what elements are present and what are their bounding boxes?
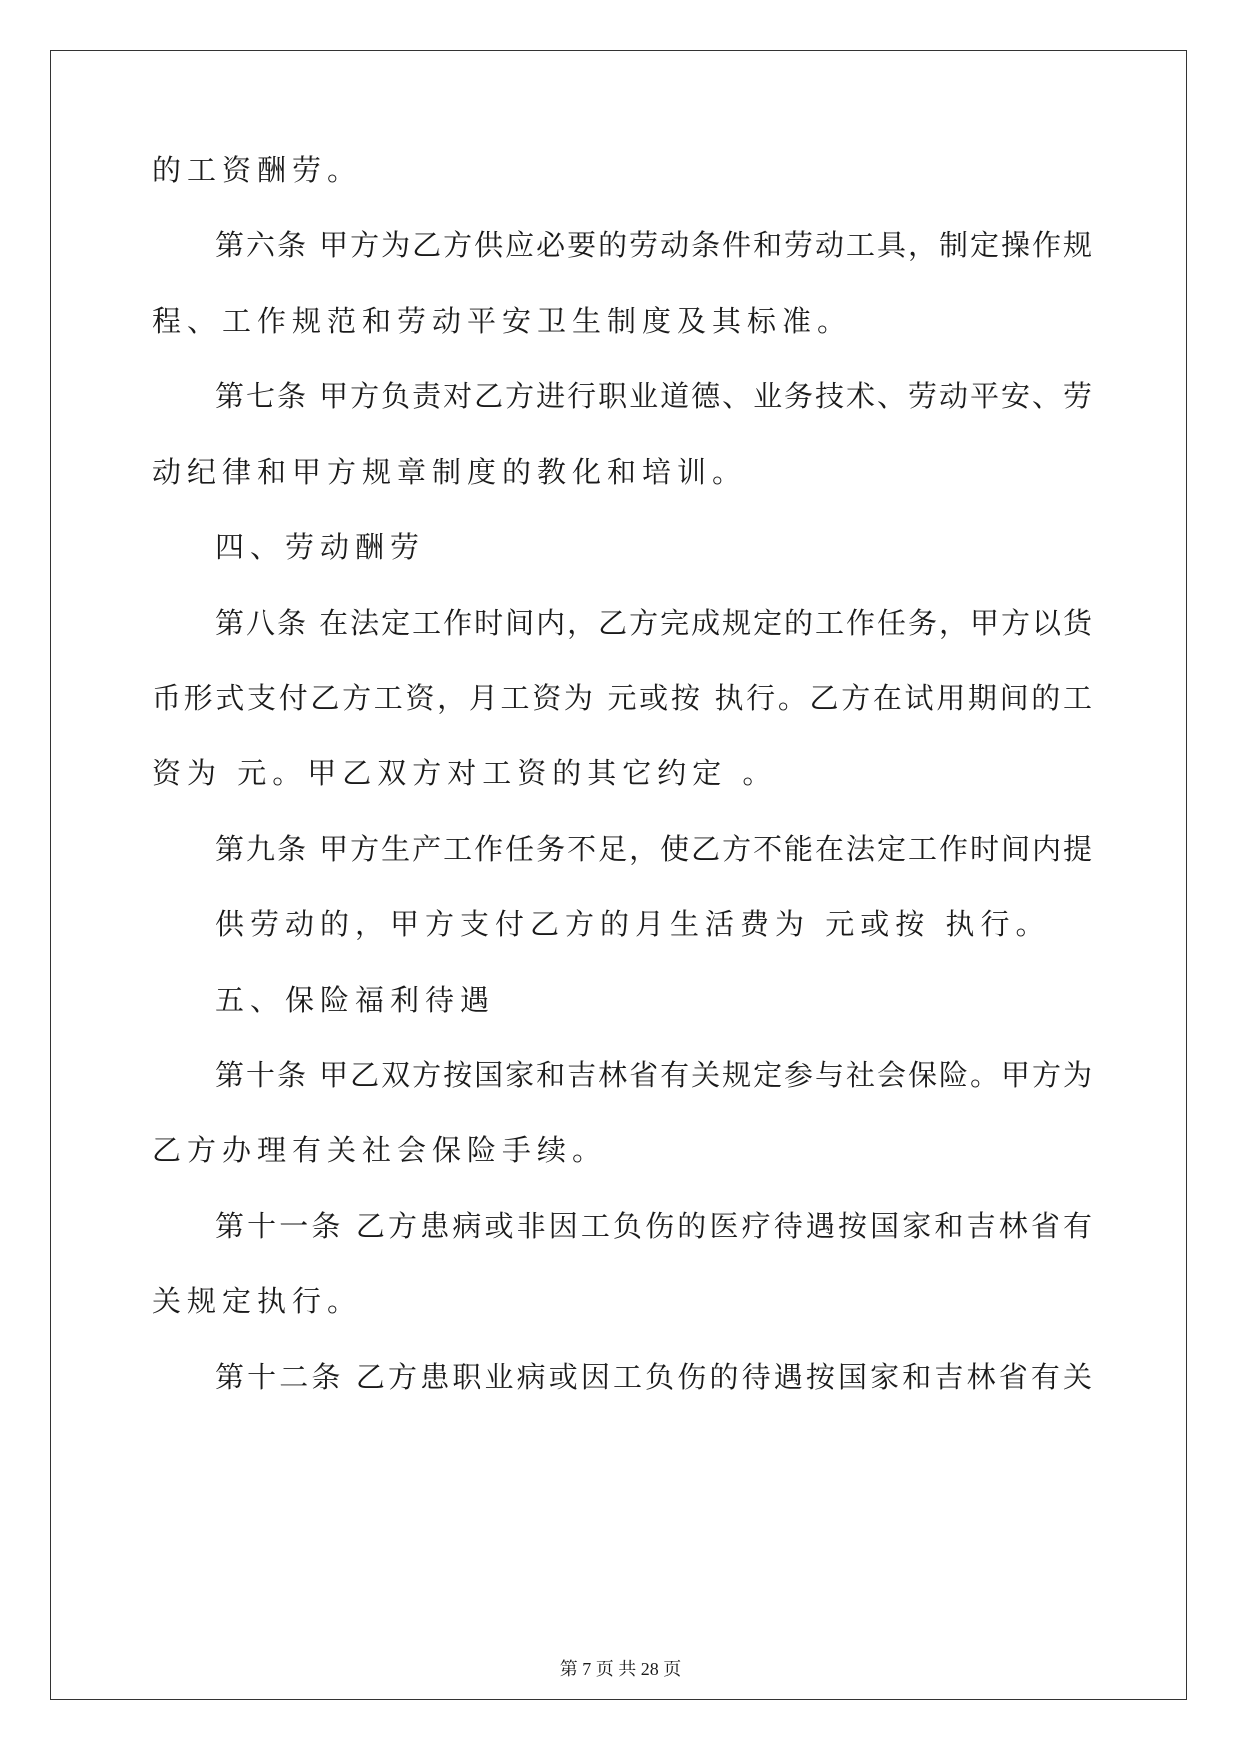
text-line: 第九条 甲方生产工作任务不足，使乙方不能在法定工作时间内提	[215, 832, 1092, 866]
text-line: 供劳动的，甲方支付乙方的月生活费为 元或按 执行。	[215, 907, 1051, 941]
text-line: 乙方办理有关社会保险手续。	[152, 1133, 608, 1167]
text-line: 第七条 甲方负责对乙方进行职业道德、业务技术、劳动平安、劳	[215, 379, 1092, 413]
text-line: 的工资酬劳。	[152, 153, 363, 187]
text-line: 第十一条 乙方患病或非因工负伤的医疗待遇按国家和吉林省有	[215, 1209, 1092, 1243]
text-line: 资为 元。甲乙双方对工资的其它约定 。	[152, 756, 778, 790]
page-number: 第 7 页 共 28 页	[559, 1659, 682, 1679]
text-line: 第六条 甲方为乙方供应必要的劳动条件和劳动工具，制定操作规	[215, 228, 1092, 262]
text-line: 动纪律和甲方规章制度的教化和培训。	[152, 455, 748, 489]
text-line: 第十条 甲乙双方按国家和吉林省有关规定参与社会保险。甲方为	[215, 1058, 1092, 1092]
text-line: 程、工作规范和劳动平安卫生制度及其标准。	[152, 304, 853, 338]
text-line: 关规定执行。	[152, 1284, 363, 1318]
page-border	[50, 50, 1187, 1700]
text-line: 第八条 在法定工作时间内，乙方完成规定的工作任务，甲方以货	[215, 606, 1092, 640]
text-line: 第十二条 乙方患职业病或因工负伤的待遇按国家和吉林省有关	[215, 1360, 1092, 1394]
section-heading: 四、劳动酬劳	[215, 530, 426, 564]
section-heading: 五、保险福利待遇	[215, 983, 496, 1017]
text-line: 币形式支付乙方工资，月工资为 元或按 执行。乙方在试用期间的工	[152, 681, 1092, 715]
